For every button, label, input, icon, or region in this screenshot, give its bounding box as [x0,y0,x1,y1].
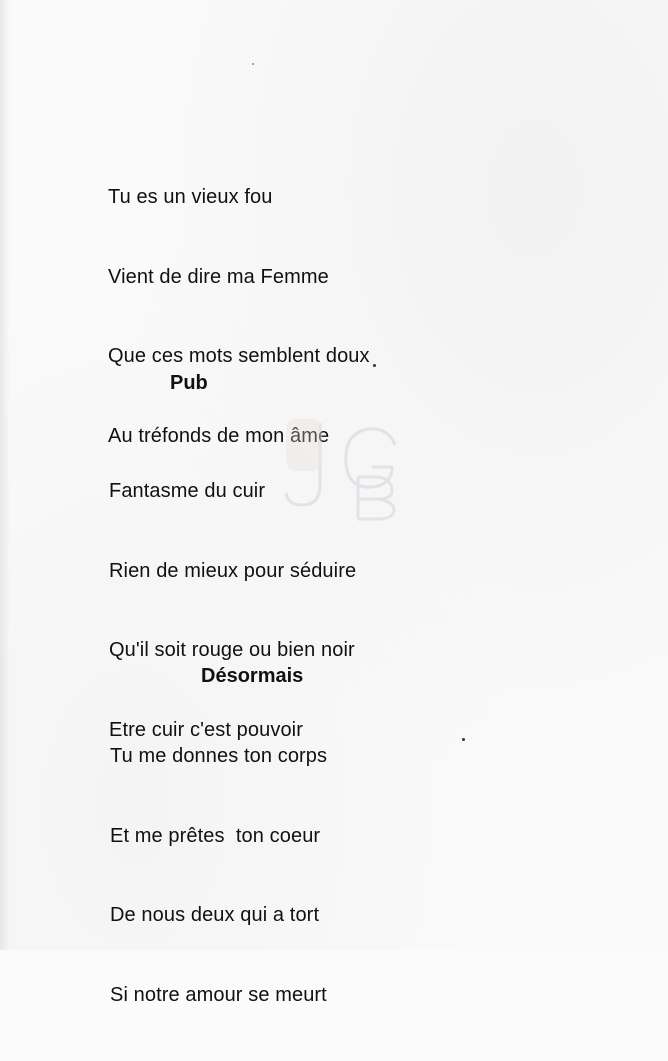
watermark-text: JGB [350,467,370,478]
dust-speck [252,63,254,65]
verse-line: Rien de mieux pour séduire [109,559,357,582]
verse-line: Tu es un vieux fou [108,186,273,208]
poem-title-pub: Pub [170,372,208,394]
verse-line: Etre cuir c'est pouvoir [109,718,303,741]
verse-line: Au tréfonds de mon âme [108,424,330,447]
verse-line: Vient de dire ma Femme [108,265,329,288]
stanza-desormais [110,690,327,1061]
verse-line: Et me prêtes ton coeur [110,824,321,847]
dust-speck [462,738,465,741]
verse-line: Fantasme du cuir [109,480,266,502]
dust-speck [373,364,376,367]
verse-line: Si notre amour se meurt [110,983,327,1006]
jgb-watermark-logo [280,415,420,525]
verse-line: Qu'il soit rouge ou bien noir [109,639,355,661]
verse-line: De nous deux qui a tort [110,904,320,926]
verse-line: Tu me donnes ton corps [110,745,328,767]
poem-title-desormais: Désormais [201,665,304,687]
verse-line: Que ces mots semblent doux [108,345,370,367]
scan-edge-shadow [0,0,10,950]
